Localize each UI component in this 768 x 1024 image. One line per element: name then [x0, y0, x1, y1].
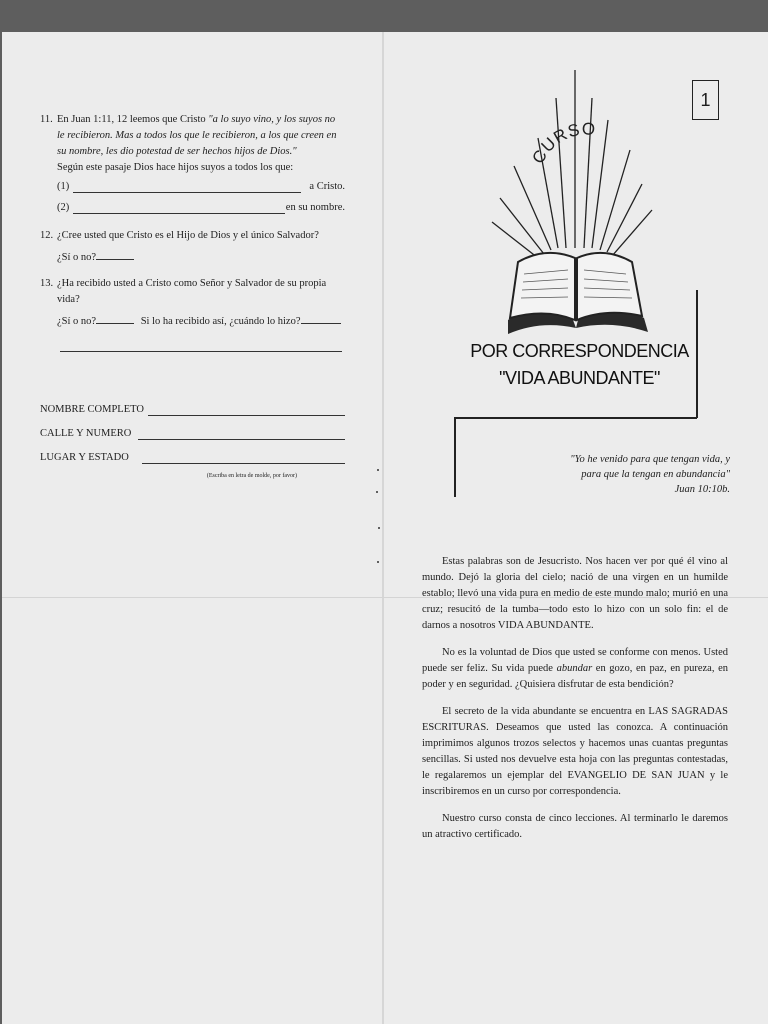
question-text: ¿Cree usted que Cristo es el Hijo de Dios y el único Salvador?: [57, 230, 319, 241]
question-text: ¿Ha recibido usted a Cristo como Señor y Salvador de su propia vida?: [57, 278, 327, 305]
street-field[interactable]: [138, 439, 345, 440]
sun-rays-icon: [480, 50, 695, 340]
frame-left-line: [454, 417, 456, 497]
answer-tail: en su nombre.: [285, 202, 345, 213]
question-prompt: Según este pasaje Dios hace hijos suyos a todos los que:: [57, 162, 294, 173]
question-11: [40, 112, 345, 218]
open-bible-icon: [508, 253, 648, 334]
yes-no-label: ¿Sí o no?: [57, 252, 97, 263]
lesson-number-badge: 1: [692, 80, 719, 120]
title-line-2: "VIDA ABUNDANTE": [499, 368, 660, 388]
pamphlet-sheet: [2, 32, 768, 1024]
answer-label: (2): [57, 202, 70, 213]
yes-no-field[interactable]: [96, 314, 134, 324]
yes-no-field[interactable]: [96, 250, 134, 260]
answer-line-1[interactable]: [57, 176, 345, 197]
answer-line-2[interactable]: [57, 197, 345, 218]
when-label: Si lo ha recibido así, ¿cuándo lo hizo?: [140, 316, 301, 327]
question-13: [40, 276, 345, 330]
when-continuation-line[interactable]: [60, 350, 342, 352]
print-specks: [373, 462, 383, 572]
curso-word: CURSO: [528, 119, 597, 167]
frame-right-line: [696, 290, 698, 418]
paragraph-4: Nuestro curso consta de cinco lecciones. Al terminarlo le daremos un atractivo certificado.: [422, 813, 728, 840]
intro-article: [422, 554, 728, 854]
full-name-field[interactable]: [148, 415, 345, 416]
answer-rule[interactable]: [73, 192, 301, 193]
print-instruction: (Escriba en letra de molde, por favor): [206, 473, 297, 479]
question-12: [40, 228, 345, 266]
place-label: LUGAR Y ESTADO: [40, 452, 129, 463]
when-field[interactable]: [301, 314, 341, 324]
contact-form: [40, 397, 345, 484]
curso-emblem: [480, 50, 695, 340]
street-label: CALLE Y NUMERO: [40, 428, 132, 439]
place-field[interactable]: [142, 463, 345, 464]
answer-label: (1): [57, 181, 70, 192]
question-number: 13.: [40, 278, 54, 289]
answer-tail: a Cristo.: [309, 181, 345, 192]
question-number: 12.: [40, 230, 54, 241]
full-name-row: [40, 397, 345, 421]
scripture-epigraph: [562, 452, 730, 497]
street-row: [40, 421, 345, 445]
epigraph-reference: Juan 10:10b.: [674, 484, 730, 495]
svg-text:CURSO: [528, 119, 596, 167]
answer-rule[interactable]: [73, 213, 285, 214]
yes-no-label: ¿Sí o no?: [57, 316, 97, 327]
scripture-quote: "a lo suyo vino, y los suyos no le recibieron. Mas a todos los que le recibieron, a los que creen en su nombre, les dio potestad de ser hechos hijos de Dios.": [57, 114, 337, 157]
place-row: [40, 445, 345, 469]
paragraph-2: No es la voluntad de Dios que usted se conforme con menos. Usted puede ser feliz. Su vida puede abundar en gozo, en paz, en pureza, en poder y en seguridad. ¿Quisiera disfrutar de esta bendición?: [422, 647, 728, 690]
title-line-1: POR CORRESPONDENCIA: [470, 341, 689, 361]
frame-bottom-line: [454, 417, 697, 419]
questionnaire-panel: [40, 112, 345, 484]
full-name-label: NOMBRE COMPLETO: [40, 404, 144, 415]
paragraph-1: Estas palabras son de Jesucristo. Nos hacen ver por qué él vino al mundo. Dejó la gloria del cielo; nació de una virgen en un humilde establo; llevó una vida pura en medio de este mundo malo; murió en una cruz; resucitó de la tumba—todo esto lo hizo con un solo fin: el de darnos a nosotros VIDA ABUNDANTE.: [422, 556, 728, 631]
question-intro: En Juan 1:11, 12 leemos que Cristo: [57, 114, 209, 125]
question-number: 11.: [40, 114, 53, 125]
paragraph-3: El secreto de la vida abundante se encuentra en LAS SAGRADAS ESCRITURAS. Deseamos que usted las conozca. A continuación imprimimos algunos trozos selectos y hacemos unas cuantas preguntas sencillas. Si usted nos devuelve esta hoja con las preguntas contestadas, le regalaremos un ejemplar del EVANGELIO DE SAN JUAN y le inscribiremos en un curso por correspondencia.: [422, 706, 728, 797]
epigraph-text: "Yo he venido para que tengan vida, y para que la tengan en abundancia": [570, 454, 730, 480]
